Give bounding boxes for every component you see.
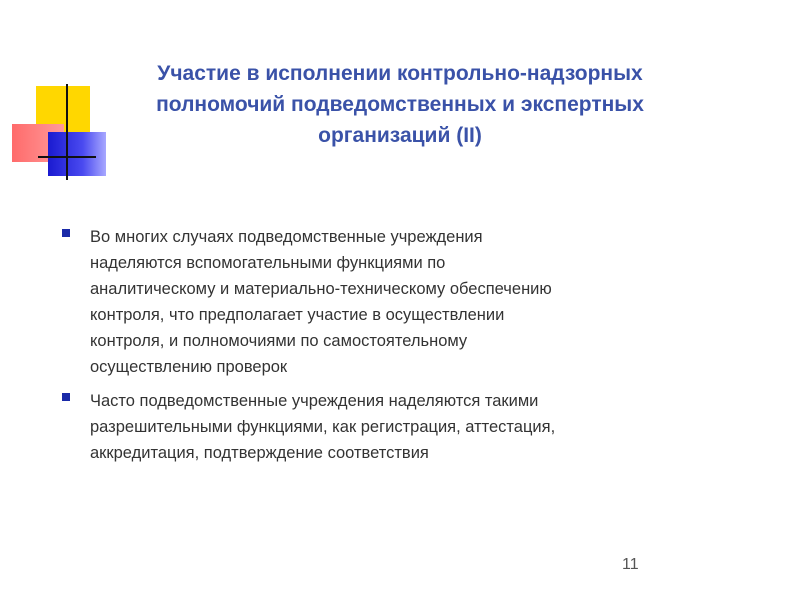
title-line-2: полномочий подведомственных и экспертных bbox=[156, 93, 644, 116]
bullet-text: Часто подведомственные учреждения наделяются такими разрешительными функциями, как регистрация, аттестация, аккредитация, подтверждение соответствия bbox=[90, 392, 556, 462]
square-bullet-icon bbox=[62, 393, 70, 401]
bullet-item bbox=[62, 224, 732, 380]
vertical-line bbox=[66, 84, 68, 180]
title-line-1: Участие в исполнении контрольно-надзорных bbox=[157, 62, 643, 85]
bullet-text: Во многих случаях подведомственные учреждения наделяются вспомогательными функциями по аналитическому и материально-техническому обеспечению контроля, что предполагает участие в осуществлении контроля, и полномочиями по самостоятельному осуществлению проверок bbox=[90, 228, 552, 376]
horizontal-line bbox=[38, 156, 96, 158]
bullet-item bbox=[62, 388, 732, 466]
slide-title bbox=[80, 58, 720, 151]
page-number: 11 bbox=[622, 556, 639, 573]
title-line-3: организаций (II) bbox=[318, 124, 482, 147]
bullet-list bbox=[62, 224, 732, 474]
square-bullet-icon bbox=[62, 229, 70, 237]
